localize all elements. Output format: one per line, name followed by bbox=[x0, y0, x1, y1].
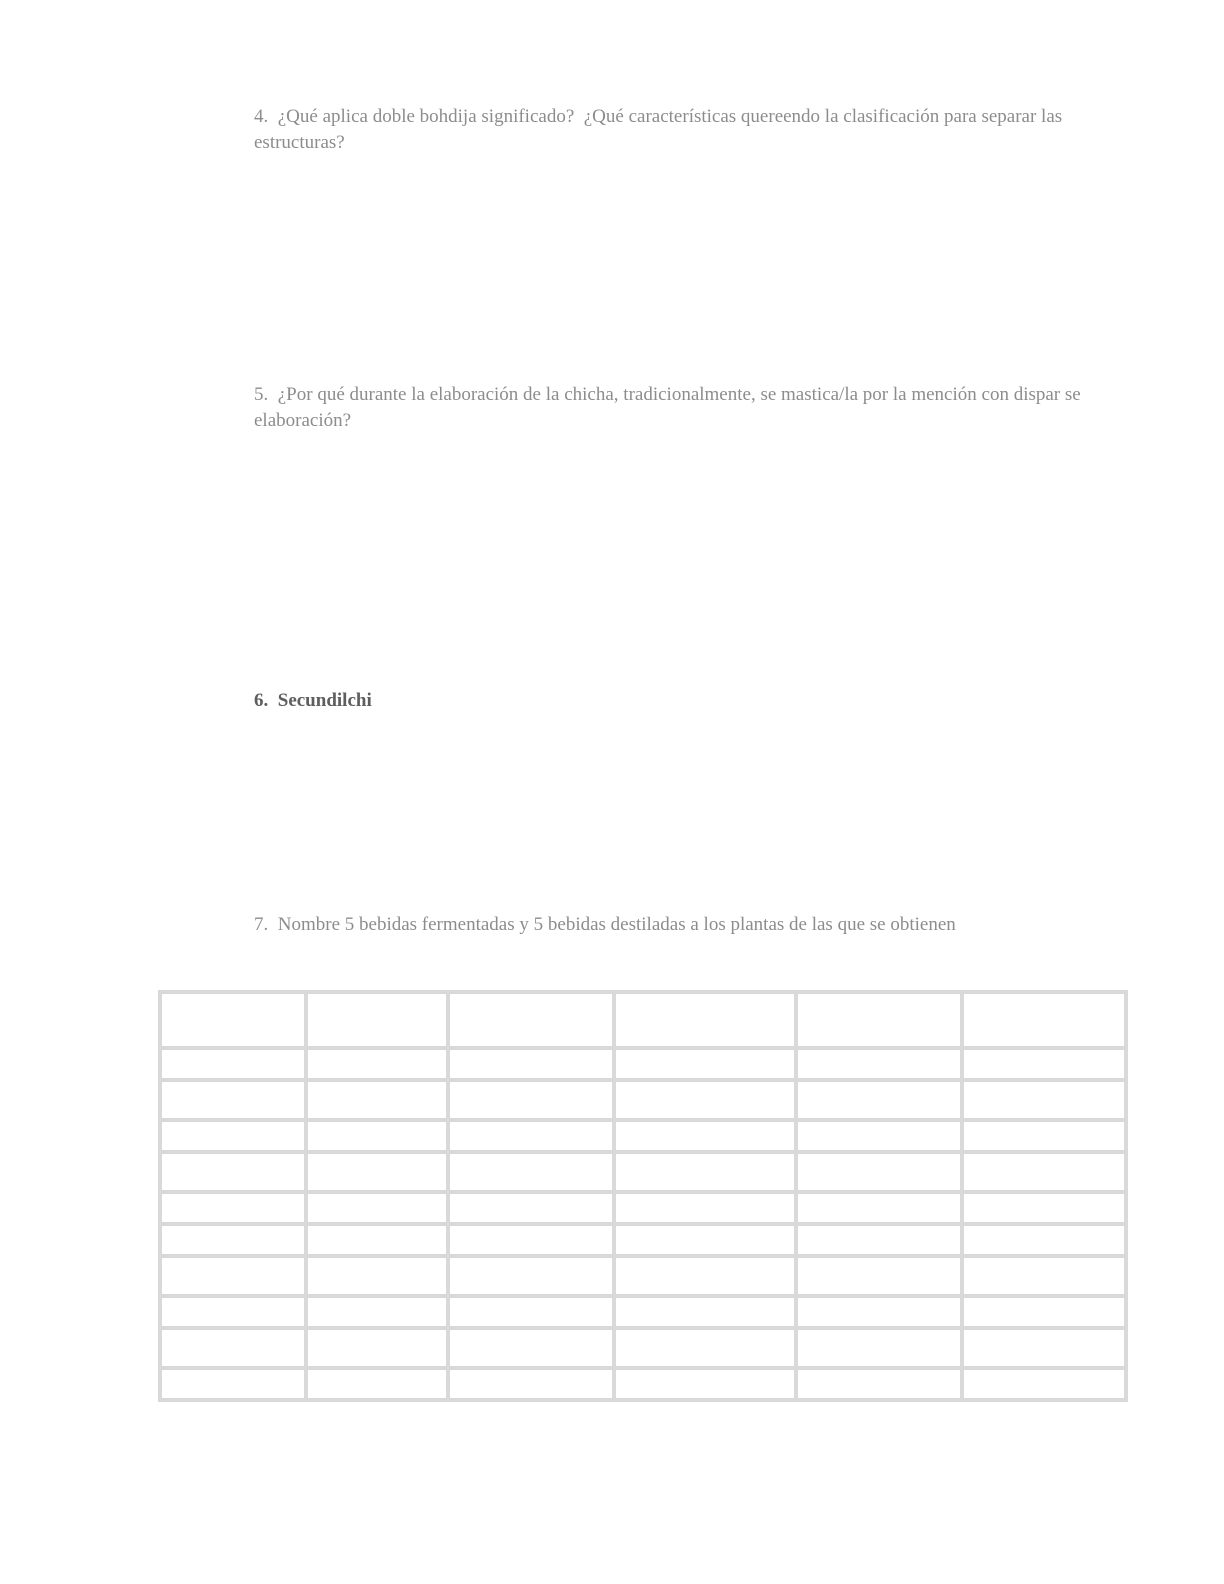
question-7: 7. Nombre 5 bebidas fermentadas y 5 bebidas destiladas a los plantas de las que se obtienen bbox=[254, 914, 956, 935]
table-cell[interactable] bbox=[306, 992, 448, 1048]
table-cell[interactable] bbox=[962, 992, 1126, 1048]
table-cell[interactable] bbox=[448, 992, 614, 1048]
table-cell[interactable] bbox=[614, 1048, 796, 1080]
table-cell[interactable] bbox=[160, 1368, 306, 1400]
table-cell[interactable] bbox=[614, 1120, 796, 1152]
answer-table-body bbox=[160, 992, 1126, 1400]
table-cell[interactable] bbox=[614, 1192, 796, 1224]
question-5: 5. ¿Por qué durante la elaboración de la chicha, tradicionalmente, se mastica/la por la mención con dispar se elaboración? bbox=[254, 384, 1086, 431]
table-cell[interactable] bbox=[160, 1120, 306, 1152]
table-cell[interactable] bbox=[160, 1328, 306, 1368]
table-cell[interactable] bbox=[962, 1224, 1126, 1256]
table-cell[interactable] bbox=[614, 1368, 796, 1400]
table-row bbox=[160, 1296, 1126, 1328]
table-cell[interactable] bbox=[160, 992, 306, 1048]
table-cell[interactable] bbox=[796, 1256, 962, 1296]
table-cell[interactable] bbox=[614, 1224, 796, 1256]
answer-table bbox=[158, 990, 1128, 1402]
table-cell[interactable] bbox=[306, 1120, 448, 1152]
table-cell[interactable] bbox=[306, 1080, 448, 1120]
table-cell[interactable] bbox=[796, 1152, 962, 1192]
table-cell[interactable] bbox=[160, 1048, 306, 1080]
table-cell[interactable] bbox=[448, 1368, 614, 1400]
table-cell[interactable] bbox=[962, 1368, 1126, 1400]
table-cell[interactable] bbox=[306, 1048, 448, 1080]
table-cell[interactable] bbox=[796, 1368, 962, 1400]
table-cell[interactable] bbox=[448, 1192, 614, 1224]
question-6: 6. Secundilchi bbox=[254, 690, 372, 711]
table-cell[interactable] bbox=[796, 1296, 962, 1328]
table-cell[interactable] bbox=[796, 992, 962, 1048]
table-cell[interactable] bbox=[614, 1328, 796, 1368]
table-cell[interactable] bbox=[448, 1048, 614, 1080]
table-row bbox=[160, 1120, 1126, 1152]
table-cell[interactable] bbox=[160, 1192, 306, 1224]
table-cell[interactable] bbox=[160, 1296, 306, 1328]
table-cell[interactable] bbox=[962, 1080, 1126, 1120]
answer-table-container bbox=[158, 990, 1124, 1400]
table-row bbox=[160, 1256, 1126, 1296]
table-row bbox=[160, 1080, 1126, 1120]
table-cell[interactable] bbox=[448, 1224, 614, 1256]
table-row bbox=[160, 1368, 1126, 1400]
table-cell[interactable] bbox=[796, 1080, 962, 1120]
table-cell[interactable] bbox=[160, 1152, 306, 1192]
table-cell[interactable] bbox=[448, 1296, 614, 1328]
table-cell[interactable] bbox=[796, 1192, 962, 1224]
table-cell[interactable] bbox=[614, 1256, 796, 1296]
table-cell[interactable] bbox=[306, 1296, 448, 1328]
table-cell[interactable] bbox=[448, 1256, 614, 1296]
table-row bbox=[160, 1328, 1126, 1368]
table-cell[interactable] bbox=[160, 1224, 306, 1256]
table-row bbox=[160, 1192, 1126, 1224]
table-row bbox=[160, 1224, 1126, 1256]
table-cell[interactable] bbox=[796, 1120, 962, 1152]
table-cell[interactable] bbox=[448, 1080, 614, 1120]
table-cell[interactable] bbox=[962, 1048, 1126, 1080]
table-row bbox=[160, 1152, 1126, 1192]
table-cell[interactable] bbox=[160, 1256, 306, 1296]
table-cell[interactable] bbox=[306, 1368, 448, 1400]
table-cell[interactable] bbox=[614, 1296, 796, 1328]
table-cell[interactable] bbox=[796, 1048, 962, 1080]
table-cell[interactable] bbox=[448, 1152, 614, 1192]
table-row bbox=[160, 992, 1126, 1048]
table-row bbox=[160, 1048, 1126, 1080]
table-cell[interactable] bbox=[306, 1328, 448, 1368]
table-cell[interactable] bbox=[448, 1328, 614, 1368]
table-cell[interactable] bbox=[306, 1152, 448, 1192]
table-cell[interactable] bbox=[796, 1328, 962, 1368]
table-cell[interactable] bbox=[962, 1120, 1126, 1152]
table-cell[interactable] bbox=[796, 1224, 962, 1256]
table-cell[interactable] bbox=[306, 1224, 448, 1256]
table-cell[interactable] bbox=[160, 1080, 306, 1120]
table-cell[interactable] bbox=[614, 992, 796, 1048]
table-cell[interactable] bbox=[962, 1296, 1126, 1328]
table-cell[interactable] bbox=[448, 1120, 614, 1152]
table-cell[interactable] bbox=[962, 1192, 1126, 1224]
table-cell[interactable] bbox=[306, 1256, 448, 1296]
table-cell[interactable] bbox=[962, 1256, 1126, 1296]
table-cell[interactable] bbox=[306, 1192, 448, 1224]
table-cell[interactable] bbox=[962, 1328, 1126, 1368]
question-4: 4. ¿Qué aplica doble bohdija significado? ¿Qué características quereendo la clasificación para separar las estructuras? bbox=[254, 106, 1067, 153]
table-cell[interactable] bbox=[962, 1152, 1126, 1192]
table-cell[interactable] bbox=[614, 1080, 796, 1120]
table-cell[interactable] bbox=[614, 1152, 796, 1192]
